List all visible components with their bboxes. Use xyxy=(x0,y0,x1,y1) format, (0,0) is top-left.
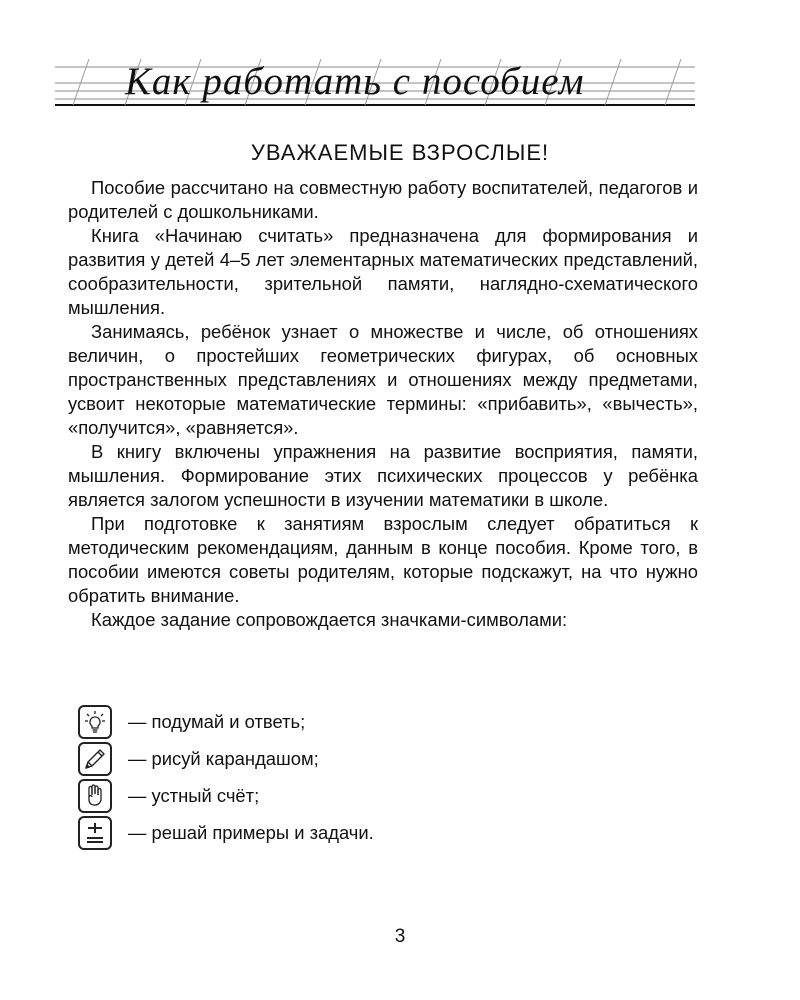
legend-item xyxy=(78,703,374,740)
legend-item xyxy=(78,777,374,814)
legend-text: — устный счёт; xyxy=(128,784,260,806)
section-header xyxy=(55,45,695,120)
legend-text: — решай примеры и задачи. xyxy=(128,821,374,843)
intro-text xyxy=(68,176,698,632)
legend-text: — рисуй карандашом; xyxy=(128,747,319,769)
pencil-icon xyxy=(78,742,112,776)
legend-text: — подумай и ответь; xyxy=(128,710,306,732)
counting-hand-icon xyxy=(78,779,112,813)
plus-minus-icon xyxy=(78,816,112,850)
paragraph: Пособие рассчитано на совместную работу воспитателей, педагогов и родителей с дошкольниками. xyxy=(68,177,698,222)
paragraph: При подготовке к занятиям взрослым следует обратиться к методическим рекомендациям, данным в конце пособия. Кроме того, в пособии имеются советы родителям, которые подскажут, на что нужно обратить внимание. xyxy=(68,513,698,606)
page-title: Как работать с пособием xyxy=(125,60,585,103)
lightbulb-icon xyxy=(78,705,112,739)
paragraph: Занимаясь, ребёнок узнает о множестве и числе, об отношениях величин, о простейших геометрических фигурах, об основных пространственных представлениях и отношениях между предметами, усвоит некоторые математические термины: «прибавить», «вычесть», «получится», «равняется». xyxy=(68,321,698,438)
paragraph: Книга «Начинаю считать» предназначена для формирования и развития у детей 4–5 лет элементарных математических представлений, сообразительности, зрительной памяти, наглядно-схематического мышления. xyxy=(68,225,698,318)
legend-item xyxy=(78,814,374,851)
section-subtitle: УВАЖАЕМЫЕ ВЗРОСЛЫЕ! xyxy=(250,140,550,165)
legend-item xyxy=(78,740,374,777)
paragraph: В книгу включены упражнения на развитие восприятия, памяти, мышления. Формирование этих психических процессов у ребёнка является залогом успешности в изучении математики в школе. xyxy=(68,441,698,510)
symbol-legend xyxy=(78,703,374,851)
page-number: 3 xyxy=(394,926,406,947)
paragraph: Каждое задание сопровождается значками-символами: xyxy=(91,609,568,630)
